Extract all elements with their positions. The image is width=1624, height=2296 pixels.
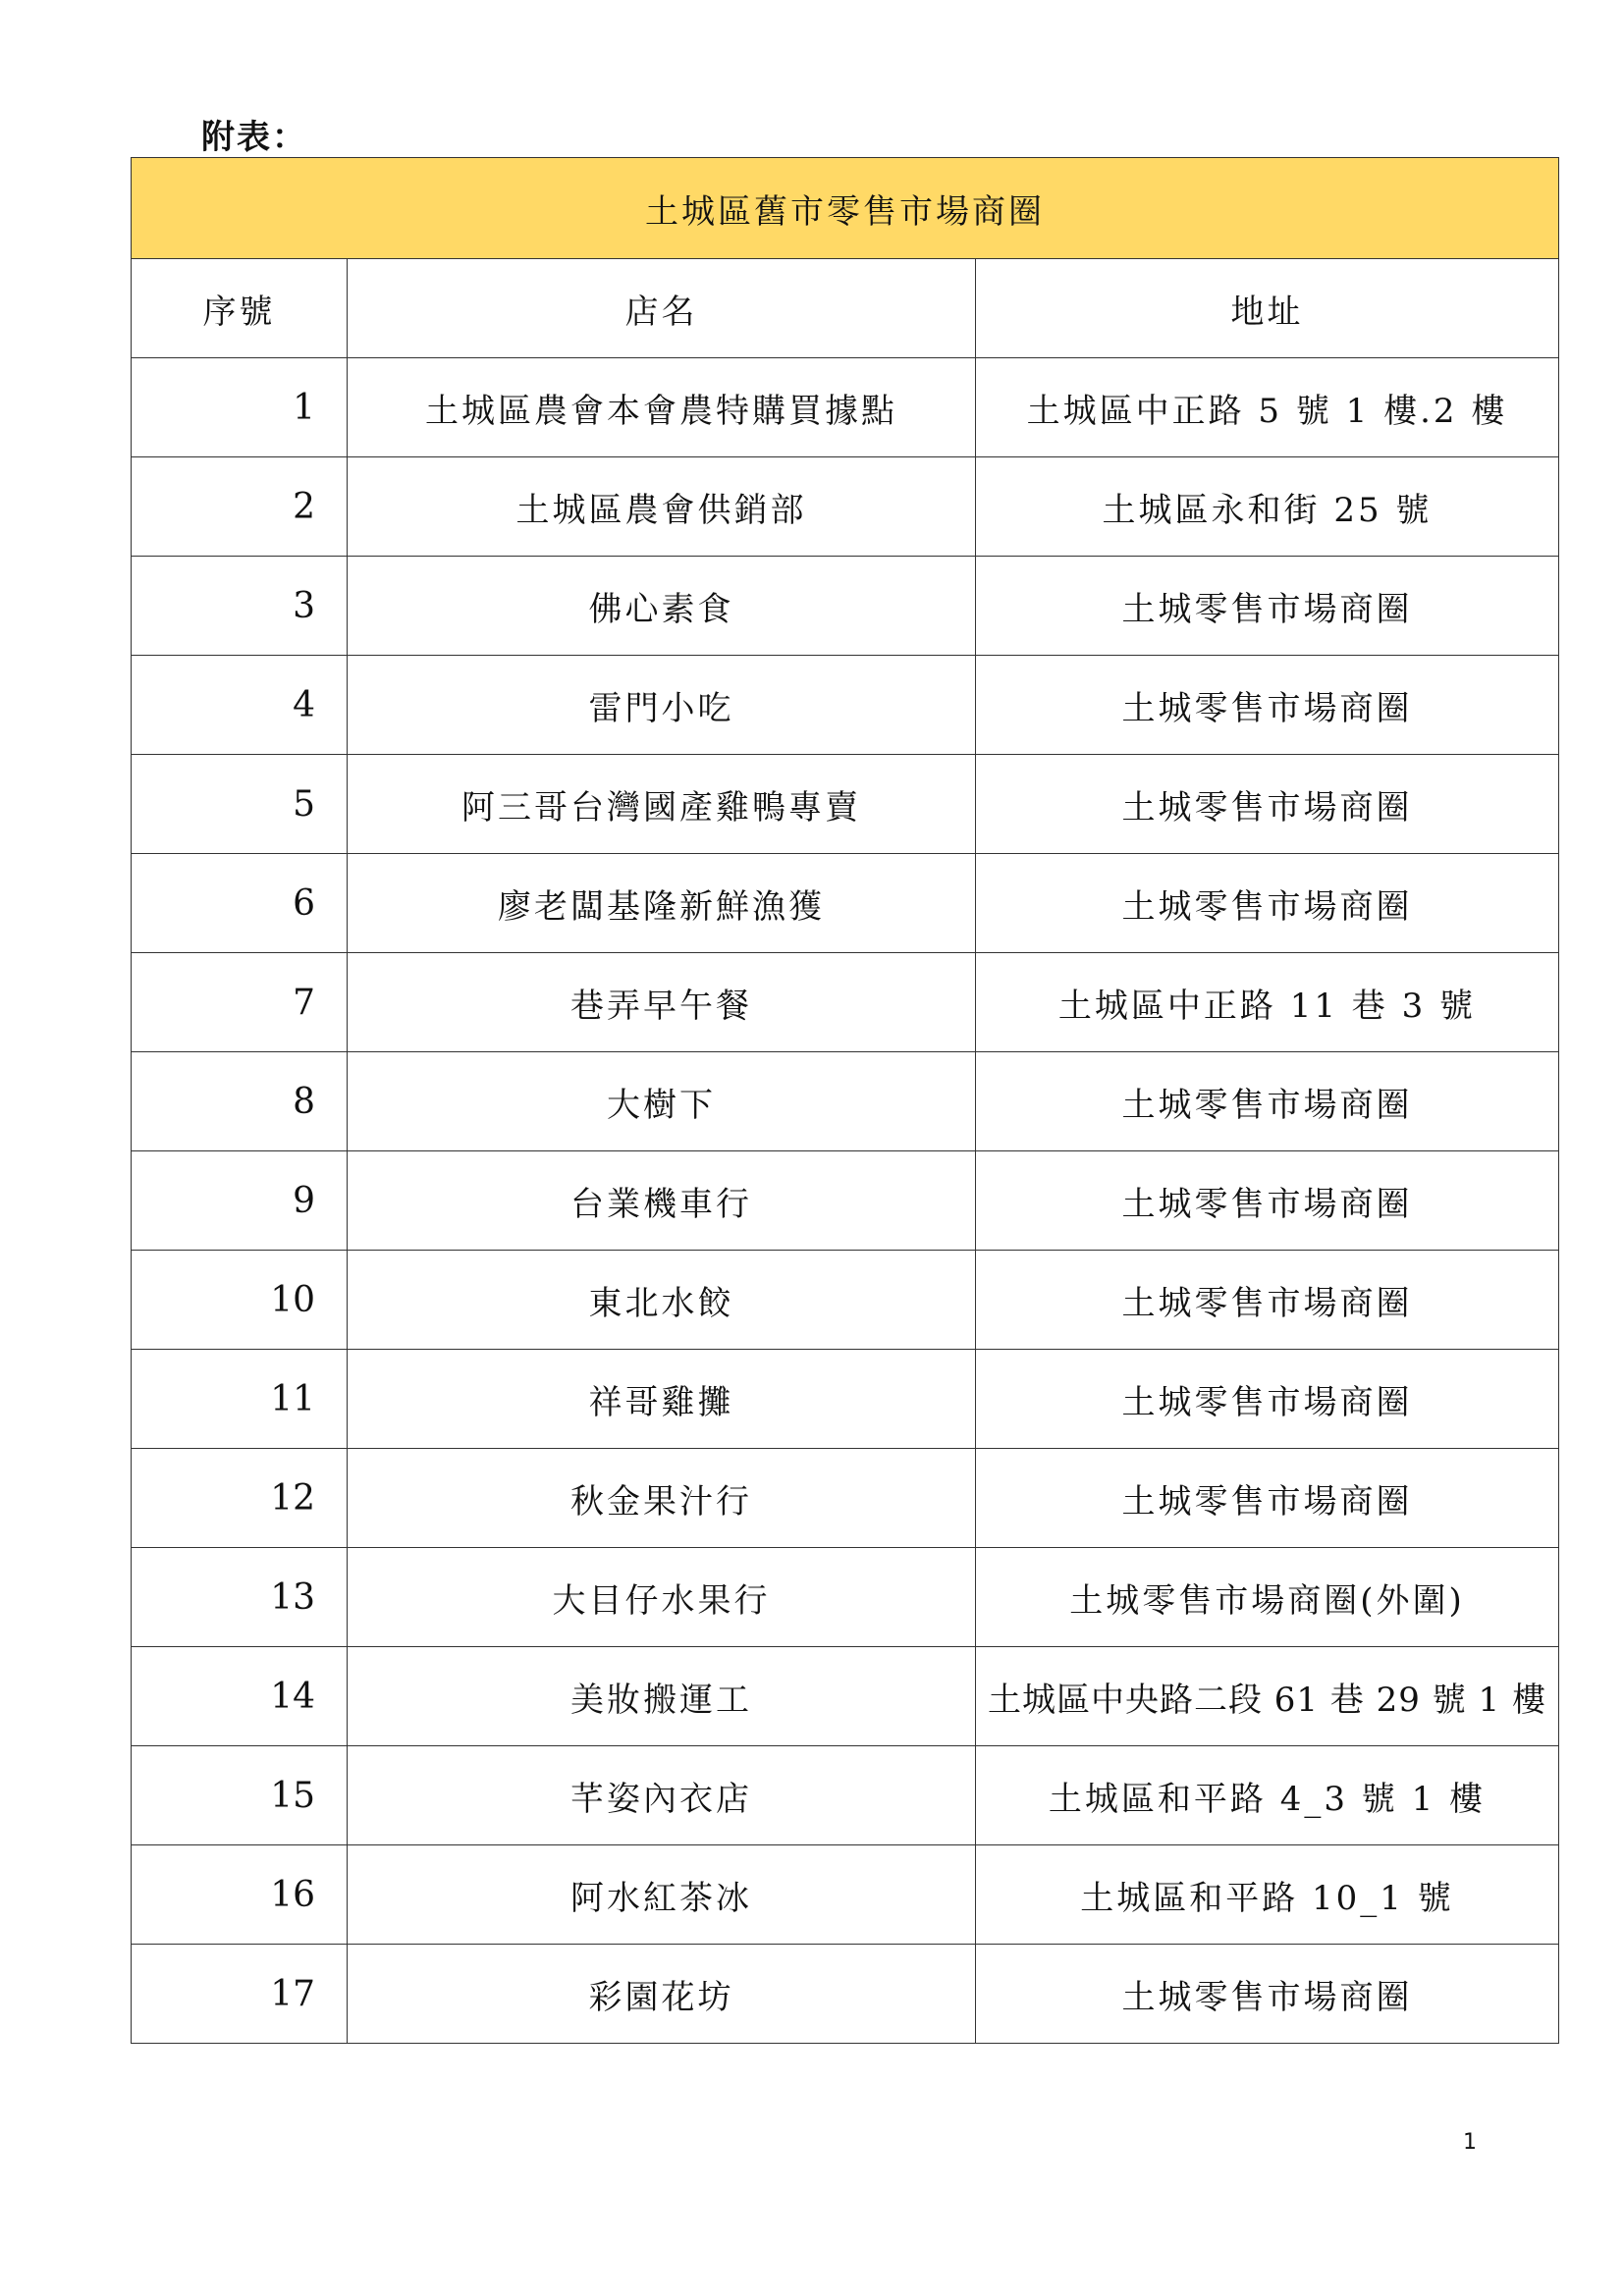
row-shop-name: 大目仔水果行 xyxy=(348,1548,976,1647)
row-shop-name: 大樹下 xyxy=(348,1052,976,1151)
market-shop-table xyxy=(131,157,1559,2044)
table-row xyxy=(132,1548,1559,1647)
table-title-row xyxy=(132,158,1559,259)
row-shop-name: 土城區農會供銷部 xyxy=(348,457,976,557)
row-address: 土城零售市場商圈 xyxy=(976,557,1559,656)
row-address: 土城零售市場商圈 xyxy=(976,1945,1559,2044)
row-address: 土城零售市場商圈 xyxy=(976,1350,1559,1449)
row-no: 11 xyxy=(132,1350,348,1449)
row-address: 土城零售市場商圈 xyxy=(976,1251,1559,1350)
row-address: 土城區中正路 11 巷 3 號 xyxy=(976,953,1559,1052)
row-no: 16 xyxy=(132,1845,348,1945)
row-shop-name: 東北水餃 xyxy=(348,1251,976,1350)
row-address: 土城區和平路 10_1 號 xyxy=(976,1845,1559,1945)
row-no: 15 xyxy=(132,1746,348,1845)
table-row xyxy=(132,457,1559,557)
row-shop-name: 土城區農會本會農特購買據點 xyxy=(348,358,976,457)
header-shop-name: 店名 xyxy=(348,259,976,358)
table-row xyxy=(132,557,1559,656)
row-shop-name: 佛心素食 xyxy=(348,557,976,656)
row-shop-name: 雷門小吃 xyxy=(348,656,976,755)
row-no: 17 xyxy=(132,1945,348,2044)
table-row xyxy=(132,1350,1559,1449)
row-no: 8 xyxy=(132,1052,348,1151)
row-no: 6 xyxy=(132,854,348,953)
row-shop-name: 台業機車行 xyxy=(348,1151,976,1251)
row-shop-name: 巷弄早午餐 xyxy=(348,953,976,1052)
row-address: 土城零售市場商圈(外圍) xyxy=(976,1548,1559,1647)
table-title: 土城區舊市零售市場商圈 xyxy=(132,158,1559,259)
row-shop-name: 彩園花坊 xyxy=(348,1945,976,2044)
table-row xyxy=(132,1151,1559,1251)
row-no: 2 xyxy=(132,457,348,557)
table-row xyxy=(132,1945,1559,2044)
table-header-row xyxy=(132,259,1559,358)
row-address: 土城零售市場商圈 xyxy=(976,1449,1559,1548)
header-no: 序號 xyxy=(132,259,348,358)
row-no: 13 xyxy=(132,1548,348,1647)
row-no: 9 xyxy=(132,1151,348,1251)
row-shop-name: 阿水紅茶冰 xyxy=(348,1845,976,1945)
row-no: 1 xyxy=(132,358,348,457)
row-shop-name: 芊姿內衣店 xyxy=(348,1746,976,1845)
table-row xyxy=(132,1647,1559,1746)
table-row xyxy=(132,1845,1559,1945)
page-number: 1 xyxy=(1463,2130,1477,2155)
row-address: 土城區和平路 4_3 號 1 樓 xyxy=(976,1746,1559,1845)
table-row xyxy=(132,953,1559,1052)
table-row xyxy=(132,1449,1559,1548)
row-shop-name: 美妝搬運工 xyxy=(348,1647,976,1746)
row-address: 土城區中央路二段 61 巷 29 號 1 樓 xyxy=(976,1647,1559,1746)
row-no: 5 xyxy=(132,755,348,854)
attachment-label: 附表： xyxy=(201,118,307,157)
row-address: 土城零售市場商圈 xyxy=(976,854,1559,953)
table-row xyxy=(132,1251,1559,1350)
row-address: 土城零售市場商圈 xyxy=(976,1151,1559,1251)
row-address: 土城零售市場商圈 xyxy=(976,656,1559,755)
table-row xyxy=(132,358,1559,457)
row-address: 土城零售市場商圈 xyxy=(976,1052,1559,1151)
row-shop-name: 阿三哥台灣國產雞鴨專賣 xyxy=(348,755,976,854)
row-shop-name: 秋金果汁行 xyxy=(348,1449,976,1548)
row-no: 4 xyxy=(132,656,348,755)
row-address: 土城零售市場商圈 xyxy=(976,755,1559,854)
row-no: 14 xyxy=(132,1647,348,1746)
row-address: 土城區中正路 5 號 1 樓.2 樓 xyxy=(976,358,1559,457)
row-no: 12 xyxy=(132,1449,348,1548)
table-row xyxy=(132,1746,1559,1845)
row-no: 7 xyxy=(132,953,348,1052)
header-address: 地址 xyxy=(976,259,1559,358)
row-no: 10 xyxy=(132,1251,348,1350)
row-shop-name: 祥哥雞攤 xyxy=(348,1350,976,1449)
row-shop-name: 廖老闆基隆新鮮漁獲 xyxy=(348,854,976,953)
row-no: 3 xyxy=(132,557,348,656)
table-row xyxy=(132,755,1559,854)
row-address: 土城區永和街 25 號 xyxy=(976,457,1559,557)
table-row xyxy=(132,1052,1559,1151)
table-row xyxy=(132,854,1559,953)
table-row xyxy=(132,656,1559,755)
